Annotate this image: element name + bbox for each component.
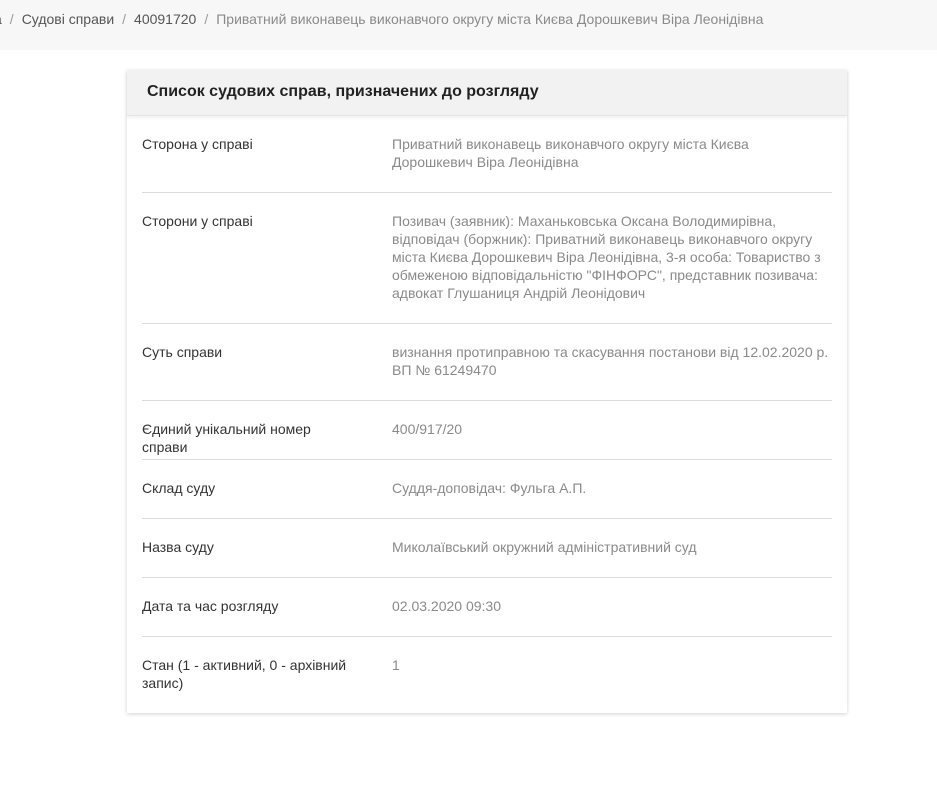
row-label: Назва суду [142,539,214,555]
breadcrumb-separator: / [9,11,14,27]
row-value: 02.03.2020 09:30 [392,598,501,614]
row-label: Єдиний унікальний номер справи [142,421,311,455]
row-value: Суддя-доповідач: Фульга А.П. [392,480,587,496]
table-row-case-essence [142,324,832,401]
row-value: Позивач (заявник): Маханьковська Оксана Володимирівна, відповідач (боржник): Приватний виконавець виконавчого округу міста Києва Дорошкевич Віра Леонідівна, 3-я особа: Товариство з обмеженою відповідальністю "ФІНФОРС", представник позивача: адвокат Глушаниця Андрій Леонідович [392,213,821,301]
breadcrumb-item-code[interactable]: 40091720 [134,11,197,27]
row-value: визнання протиправною та скасування постанови від 12.02.2020 р. ВП № 61249470 [392,344,829,378]
card-title: Список судових справ, призначених до розгляду [127,70,847,116]
table-row-court-composition [142,460,832,519]
row-label: Стан (1 - активний, 0 - архівний запис) [142,657,347,691]
row-label: Склад суду [142,480,216,496]
row-value: Приватний виконавець виконавчого округу міста Києва Дорошкевич Віра Леонідівна [392,136,749,170]
table-row-status [142,637,832,713]
table-row-hearing-datetime [142,578,832,637]
court-cases-card [127,70,847,713]
row-value: Миколаївський окружний адміністративний суд [392,539,697,555]
table-row-court-name [142,519,832,578]
row-value: 400/917/20 [392,421,463,437]
breadcrumb-current: Приватний виконавець виконавчого округу міста Києва Дорошкевич Віра Леонідівна [216,11,764,27]
table-row-parties [142,193,832,324]
row-value: 1 [392,657,400,673]
row-label: Сторони у справі [142,213,253,229]
breadcrumb-item-court-cases[interactable]: Судові справи [21,11,115,27]
details-table [142,116,832,713]
row-label: Дата та час розгляду [142,598,279,614]
breadcrumb-separator: / [122,11,127,27]
breadcrumb-separator: / [204,11,209,27]
table-row-party [142,116,832,193]
breadcrumb [0,10,763,28]
table-row-case-number [142,401,832,460]
breadcrumb-item-home[interactable] [0,11,2,27]
row-label: Суть справи [142,344,223,360]
breadcrumb-bar [0,0,937,50]
row-label: Сторона у справі [142,136,253,152]
